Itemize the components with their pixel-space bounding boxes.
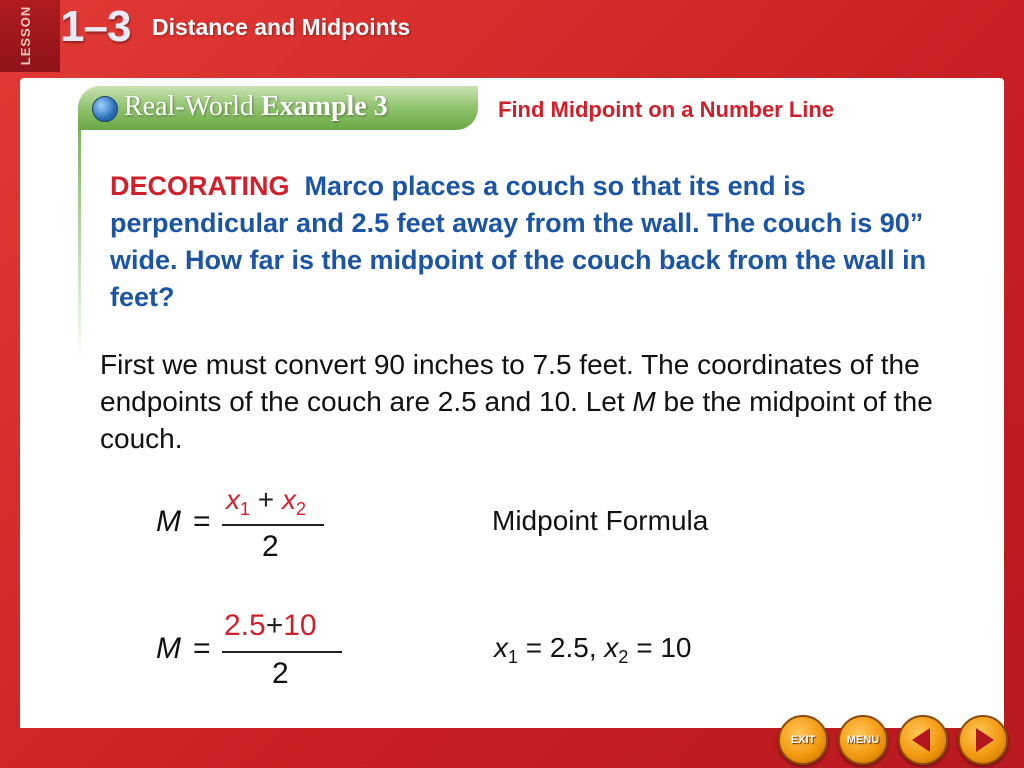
- formula1-plus: +: [257, 484, 275, 515]
- formula2-reason-val2: = 10: [628, 632, 692, 663]
- formula2-reason-sub1: 1: [508, 647, 519, 667]
- menu-button[interactable]: [838, 715, 888, 765]
- formula2-lhs: M: [156, 632, 181, 665]
- formula2-reason-x2: x: [604, 632, 619, 663]
- formula1-eq: =: [193, 505, 211, 538]
- lesson-title: Distance and Midpoints: [152, 14, 411, 40]
- solution-part2: be the midpoint of the couch.: [100, 386, 933, 454]
- exit-button[interactable]: [778, 715, 828, 765]
- formula1-sub2: 2: [295, 499, 306, 519]
- exit-label: EXIT: [790, 734, 816, 746]
- lesson-tab: [0, 0, 60, 72]
- menu-label: MENU: [846, 734, 880, 746]
- previous-button[interactable]: [898, 715, 948, 765]
- example-subtitle: Find Midpoint on a Number Line: [498, 97, 835, 122]
- formula2-plus: +: [265, 609, 284, 642]
- formula2-reason-sub2: 2: [618, 647, 629, 667]
- globe-icon: [92, 96, 118, 122]
- formula2-num-a: 2.5: [224, 609, 266, 642]
- formula2-denominator: 2: [272, 657, 289, 690]
- problem-topic: DECORATING: [110, 171, 290, 201]
- header-bar: [0, 0, 1024, 72]
- formula1-reason: Midpoint Formula: [492, 505, 709, 536]
- example-label: [124, 91, 388, 123]
- example-label-plain: Real-World: [124, 91, 254, 122]
- formula2-numerator: [224, 609, 317, 643]
- formula2-reason: [494, 632, 692, 668]
- formula2-num-b: 10: [283, 609, 317, 642]
- solution-part1: First we must convert 90 inches to 7.5 feet. The coordinates of the endpoints of the couch are 2.5 and 10. Let: [100, 349, 920, 417]
- formula2-reason-x1: x: [494, 632, 508, 663]
- problem-statement: [110, 168, 970, 316]
- formula2-reason-val1: = 2.5,: [518, 632, 605, 663]
- formula2-fraction-bar: [222, 651, 342, 653]
- solution-text: [100, 346, 960, 457]
- formula2-eq: =: [193, 632, 211, 665]
- formula1-denominator: 2: [262, 530, 279, 563]
- next-button[interactable]: [958, 715, 1008, 765]
- lesson-word: LESSON: [18, 5, 34, 66]
- formula1-sub1: 1: [240, 499, 251, 519]
- formula1-numerator: [226, 484, 306, 520]
- formula1-fraction-bar: [222, 524, 324, 526]
- formula1-lhs: M: [156, 505, 181, 538]
- triangle-right-icon: [976, 728, 994, 752]
- lesson-number: 1–3: [60, 2, 131, 51]
- triangle-left-icon: [912, 728, 930, 752]
- example-label-bold: Example 3: [260, 91, 388, 122]
- solution-variable: M: [632, 386, 656, 417]
- formula1-x2: x: [281, 484, 296, 515]
- formula1-x1: x: [226, 484, 240, 515]
- problem-text: Marco places a couch so that its end is perpendicular and 2.5 feet away from the wall. The couch is 90” wide. How far is the midpoint of the couch back from the wall in feet?: [110, 171, 927, 312]
- banner-rule: [78, 130, 81, 360]
